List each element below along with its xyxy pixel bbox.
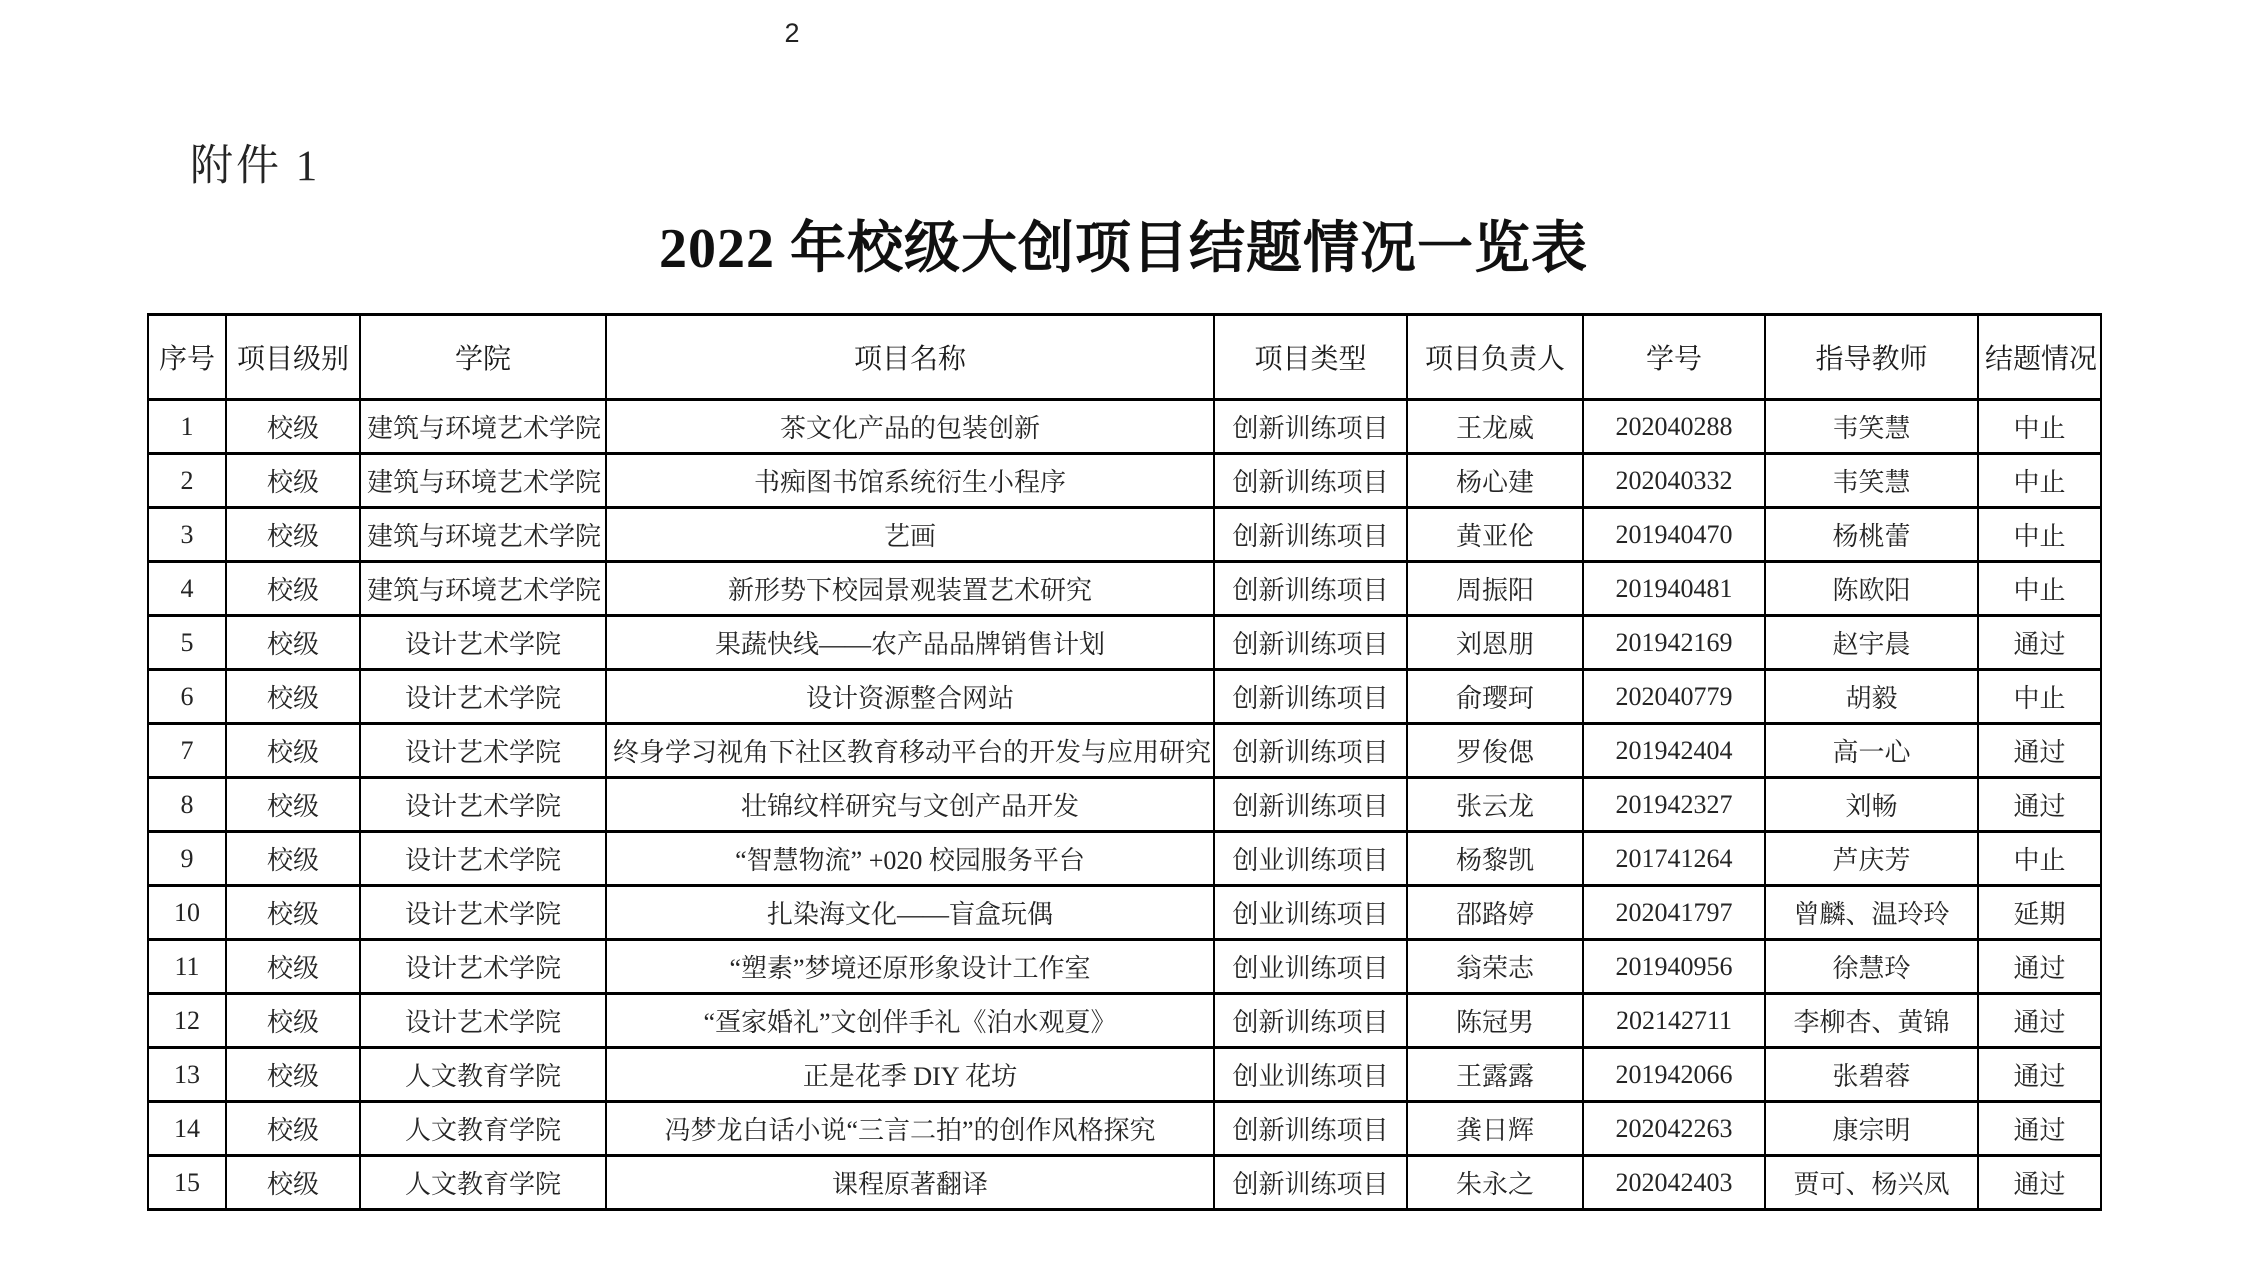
cell-advisor: 李柳杏、黄锦 — [1765, 994, 1978, 1048]
cell-leader: 黄亚伦 — [1407, 508, 1583, 562]
cell-advisor: 韦笑慧 — [1765, 454, 1978, 508]
cell-seq: 4 — [148, 562, 226, 616]
cell-seq: 6 — [148, 670, 226, 724]
cell-seq: 10 — [148, 886, 226, 940]
cell-leader: 龚日辉 — [1407, 1102, 1583, 1156]
cell-student-id: 201942404 — [1583, 724, 1765, 778]
cell-project-type: 创业训练项目 — [1214, 940, 1407, 994]
cell-status: 通过 — [1978, 1048, 2101, 1102]
table-body — [148, 400, 2101, 1210]
page-number: 2 — [784, 18, 800, 48]
cell-leader: 张云龙 — [1407, 778, 1583, 832]
cell-status: 通过 — [1978, 994, 2101, 1048]
cell-project-type: 创新训练项目 — [1214, 670, 1407, 724]
cell-seq: 12 — [148, 994, 226, 1048]
cell-advisor: 贾可、杨兴凤 — [1765, 1156, 1978, 1210]
cell-advisor: 胡毅 — [1765, 670, 1978, 724]
cell-level: 校级 — [226, 778, 360, 832]
cell-project-type: 创新训练项目 — [1214, 616, 1407, 670]
cell-project-type: 创新训练项目 — [1214, 454, 1407, 508]
cell-project-type: 创新训练项目 — [1214, 994, 1407, 1048]
table-header-row — [148, 315, 2101, 400]
cell-project-name: 书痴图书馆系统衍生小程序 — [606, 454, 1214, 508]
cell-level: 校级 — [226, 562, 360, 616]
table-row — [148, 778, 2101, 832]
cell-student-id: 202142711 — [1583, 994, 1765, 1048]
cell-status: 通过 — [1978, 940, 2101, 994]
cell-project-name: “塑素”梦境还原形象设计工作室 — [606, 940, 1214, 994]
page-title: 2022 年校级大创项目结题情况一览表 — [659, 218, 1588, 280]
cell-seq: 5 — [148, 616, 226, 670]
table-row — [148, 724, 2101, 778]
cell-level: 校级 — [226, 1102, 360, 1156]
cell-project-type: 创新训练项目 — [1214, 778, 1407, 832]
cell-student-id: 202042263 — [1583, 1102, 1765, 1156]
cell-student-id: 201940470 — [1583, 508, 1765, 562]
table-row — [148, 886, 2101, 940]
cell-seq: 8 — [148, 778, 226, 832]
cell-college: 设计艺术学院 — [360, 778, 606, 832]
cell-college: 设计艺术学院 — [360, 832, 606, 886]
cell-student-id: 201741264 — [1583, 832, 1765, 886]
cell-project-type: 创新训练项目 — [1214, 1156, 1407, 1210]
cell-college: 建筑与环境艺术学院 — [360, 454, 606, 508]
cell-college: 人文教育学院 — [360, 1048, 606, 1102]
cell-status: 中止 — [1978, 832, 2101, 886]
cell-seq: 13 — [148, 1048, 226, 1102]
cell-student-id: 202041797 — [1583, 886, 1765, 940]
cell-status: 中止 — [1978, 454, 2101, 508]
cell-college: 设计艺术学院 — [360, 724, 606, 778]
cell-project-name: 冯梦龙白话小说“三言二拍”的创作风格探究 — [606, 1102, 1214, 1156]
cell-project-type: 创新训练项目 — [1214, 724, 1407, 778]
cell-student-id: 201940481 — [1583, 562, 1765, 616]
cell-leader: 翁荣志 — [1407, 940, 1583, 994]
cell-leader: 朱永之 — [1407, 1156, 1583, 1210]
cell-student-id: 202040779 — [1583, 670, 1765, 724]
col-header-seq: 序号 — [148, 315, 226, 400]
cell-advisor: 高一心 — [1765, 724, 1978, 778]
cell-status: 通过 — [1978, 778, 2101, 832]
cell-project-type: 创业训练项目 — [1214, 886, 1407, 940]
cell-leader: 王龙威 — [1407, 400, 1583, 454]
cell-student-id: 202040288 — [1583, 400, 1765, 454]
cell-project-type: 创新训练项目 — [1214, 508, 1407, 562]
cell-status: 通过 — [1978, 724, 2101, 778]
cell-level: 校级 — [226, 400, 360, 454]
cell-college: 建筑与环境艺术学院 — [360, 400, 606, 454]
cell-seq: 15 — [148, 1156, 226, 1210]
cell-advisor: 张碧蓉 — [1765, 1048, 1978, 1102]
cell-status: 中止 — [1978, 508, 2101, 562]
cell-advisor: 康宗明 — [1765, 1102, 1978, 1156]
cell-student-id: 201942327 — [1583, 778, 1765, 832]
cell-advisor: 徐慧玲 — [1765, 940, 1978, 994]
cell-advisor: 赵宇晨 — [1765, 616, 1978, 670]
cell-college: 建筑与环境艺术学院 — [360, 508, 606, 562]
table-row — [148, 994, 2101, 1048]
cell-college: 建筑与环境艺术学院 — [360, 562, 606, 616]
cell-level: 校级 — [226, 994, 360, 1048]
cell-project-name: 新形势下校园景观装置艺术研究 — [606, 562, 1214, 616]
cell-college: 人文教育学院 — [360, 1102, 606, 1156]
cell-level: 校级 — [226, 724, 360, 778]
table-row — [148, 832, 2101, 886]
cell-leader: 周振阳 — [1407, 562, 1583, 616]
cell-leader: 罗俊偲 — [1407, 724, 1583, 778]
cell-college: 设计艺术学院 — [360, 616, 606, 670]
cell-seq: 2 — [148, 454, 226, 508]
cell-advisor: 杨桃蕾 — [1765, 508, 1978, 562]
table-row — [148, 1156, 2101, 1210]
cell-student-id: 202042403 — [1583, 1156, 1765, 1210]
cell-college: 设计艺术学院 — [360, 940, 606, 994]
cell-advisor: 刘畅 — [1765, 778, 1978, 832]
cell-project-name: 正是花季 DIY 花坊 — [606, 1048, 1214, 1102]
col-header-advisor: 指导教师 — [1765, 315, 1978, 400]
cell-project-type: 创业训练项目 — [1214, 832, 1407, 886]
col-header-student-id: 学号 — [1583, 315, 1765, 400]
col-header-leader: 项目负责人 — [1407, 315, 1583, 400]
cell-status: 中止 — [1978, 400, 2101, 454]
cell-project-name: 艺画 — [606, 508, 1214, 562]
cell-seq: 1 — [148, 400, 226, 454]
cell-level: 校级 — [226, 616, 360, 670]
cell-student-id: 202040332 — [1583, 454, 1765, 508]
table-row — [148, 670, 2101, 724]
cell-level: 校级 — [226, 832, 360, 886]
cell-status: 通过 — [1978, 616, 2101, 670]
cell-status: 中止 — [1978, 562, 2101, 616]
cell-level: 校级 — [226, 1156, 360, 1210]
cell-status: 延期 — [1978, 886, 2101, 940]
cell-level: 校级 — [226, 454, 360, 508]
table-row — [148, 562, 2101, 616]
cell-project-name: 设计资源整合网站 — [606, 670, 1214, 724]
cell-advisor: 芦庆芳 — [1765, 832, 1978, 886]
cell-project-type: 创新训练项目 — [1214, 400, 1407, 454]
cell-seq: 3 — [148, 508, 226, 562]
cell-seq: 11 — [148, 940, 226, 994]
cell-leader: 陈冠男 — [1407, 994, 1583, 1048]
cell-project-name: 果蔬快线——农产品品牌销售计划 — [606, 616, 1214, 670]
cell-leader: 邵路婷 — [1407, 886, 1583, 940]
cell-seq: 14 — [148, 1102, 226, 1156]
cell-project-name: “智慧物流” +020 校园服务平台 — [606, 832, 1214, 886]
cell-advisor: 陈欧阳 — [1765, 562, 1978, 616]
cell-advisor: 曾麟、温玲玲 — [1765, 886, 1978, 940]
cell-project-name: 课程原著翻译 — [606, 1156, 1214, 1210]
cell-student-id: 201942066 — [1583, 1048, 1765, 1102]
attachment-label: 附件 1 — [190, 143, 321, 190]
cell-student-id: 201940956 — [1583, 940, 1765, 994]
col-header-project-type: 项目类型 — [1214, 315, 1407, 400]
cell-leader: 杨心建 — [1407, 454, 1583, 508]
cell-status: 中止 — [1978, 670, 2101, 724]
cell-project-type: 创新训练项目 — [1214, 1102, 1407, 1156]
cell-project-type: 创业训练项目 — [1214, 1048, 1407, 1102]
cell-project-type: 创新训练项目 — [1214, 562, 1407, 616]
cell-project-name: 终身学习视角下社区教育移动平台的开发与应用研究 — [606, 724, 1214, 778]
cell-project-name: 壮锦纹样研究与文创产品开发 — [606, 778, 1214, 832]
cell-college: 设计艺术学院 — [360, 886, 606, 940]
cell-level: 校级 — [226, 940, 360, 994]
table-row — [148, 454, 2101, 508]
cell-level: 校级 — [226, 508, 360, 562]
cell-leader: 俞璎珂 — [1407, 670, 1583, 724]
cell-seq: 9 — [148, 832, 226, 886]
table-row — [148, 940, 2101, 994]
table-row — [148, 508, 2101, 562]
col-header-college: 学院 — [360, 315, 606, 400]
cell-college: 设计艺术学院 — [360, 994, 606, 1048]
cell-project-name: 扎染海文化——盲盒玩偶 — [606, 886, 1214, 940]
cell-level: 校级 — [226, 670, 360, 724]
cell-status: 通过 — [1978, 1102, 2101, 1156]
col-header-project-name: 项目名称 — [606, 315, 1214, 400]
cell-college: 设计艺术学院 — [360, 670, 606, 724]
cell-seq: 7 — [148, 724, 226, 778]
cell-advisor: 韦笑慧 — [1765, 400, 1978, 454]
cell-status: 通过 — [1978, 1156, 2101, 1210]
table-row — [148, 1048, 2101, 1102]
cell-level: 校级 — [226, 886, 360, 940]
cell-college: 人文教育学院 — [360, 1156, 606, 1210]
table-row — [148, 616, 2101, 670]
col-header-level: 项目级别 — [226, 315, 360, 400]
cell-leader: 刘恩朋 — [1407, 616, 1583, 670]
cell-leader: 杨黎凯 — [1407, 832, 1583, 886]
cell-project-name: “疍家婚礼”文创伴手礼《泊水观夏》 — [606, 994, 1214, 1048]
table-row — [148, 400, 2101, 454]
cell-student-id: 201942169 — [1583, 616, 1765, 670]
cell-leader: 王露露 — [1407, 1048, 1583, 1102]
cell-project-name: 茶文化产品的包装创新 — [606, 400, 1214, 454]
table-row — [148, 1102, 2101, 1156]
col-header-status: 结题情况 — [1978, 315, 2101, 400]
cell-level: 校级 — [226, 1048, 360, 1102]
results-table — [147, 313, 2102, 1211]
